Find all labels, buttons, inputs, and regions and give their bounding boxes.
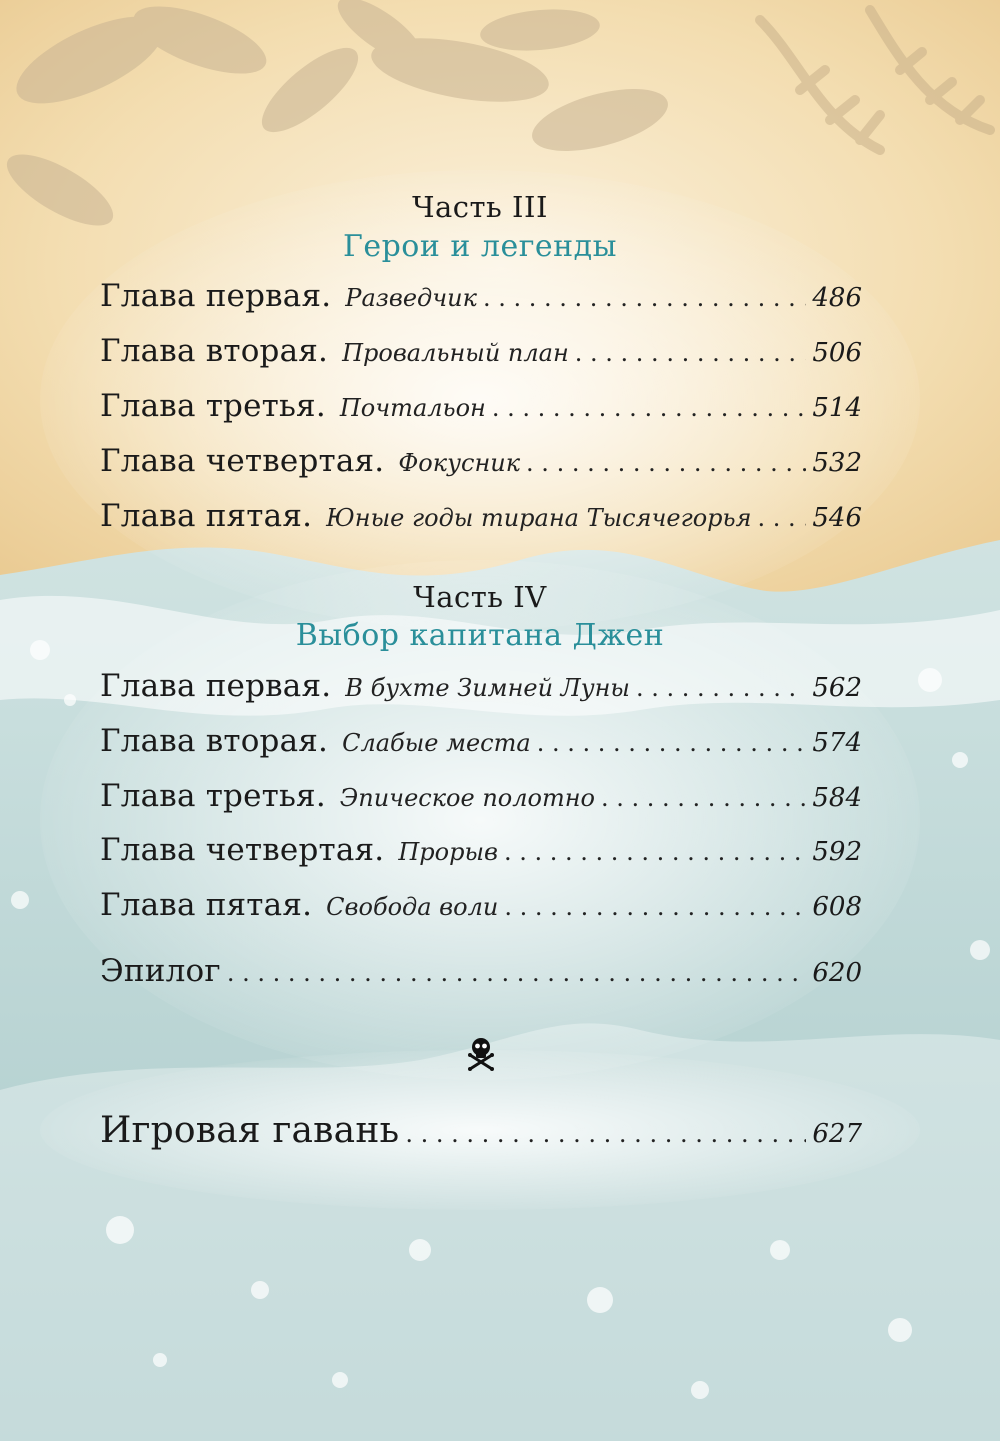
dot-leader (636, 674, 806, 702)
chapter-title: Эпическое полотно (339, 784, 595, 812)
toc-entry[interactable] (100, 668, 862, 712)
chapter-title: Слабые места (342, 729, 531, 757)
page-number: 514 (812, 393, 862, 423)
dot-leader (526, 449, 806, 477)
page-number: 608 (812, 892, 862, 922)
chapter-title: Юные годы тирана Тысячегорья (326, 504, 752, 532)
chapter-label: Глава пятая. (100, 887, 313, 923)
game-harbor-label: Игровая гавань (100, 1110, 400, 1151)
page-number: 584 (812, 783, 862, 813)
toc-entry-epilogue[interactable] (100, 953, 862, 997)
toc-entry[interactable] (100, 278, 862, 322)
chapter-label: Глава вторая. (100, 333, 329, 369)
dot-leader (537, 729, 807, 757)
toc-entry[interactable] (100, 443, 862, 487)
epilogue-label: Эпилог (100, 953, 221, 989)
page-number: 574 (812, 728, 862, 758)
toc-entry[interactable] (100, 832, 862, 876)
page-number: 627 (812, 1119, 862, 1149)
part-4-title: Выбор капитана Джен (295, 618, 665, 653)
chapter-title: Разведчик (345, 284, 477, 312)
page-number: 506 (812, 338, 862, 368)
chapter-title: Фокусник (398, 449, 521, 477)
chapter-title: Провальный план (342, 339, 569, 367)
chapter-title: Свобода воли (326, 893, 499, 921)
page-number: 486 (812, 283, 862, 313)
chapter-label: Глава вторая. (100, 723, 329, 759)
chapter-title: В бухте Зимней Луны (345, 674, 630, 702)
chapter-label: Глава первая. (100, 668, 332, 704)
chapter-title: Прорыв (398, 838, 498, 866)
part-4-label: Часть IV (413, 580, 547, 614)
toc-entry[interactable] (100, 388, 862, 432)
chapter-label: Глава третья. (100, 778, 326, 814)
dot-leader (483, 284, 806, 312)
dot-leader (575, 339, 807, 367)
chapter-label: Глава первая. (100, 278, 332, 314)
dot-leader (492, 394, 807, 422)
toc-entry[interactable] (100, 498, 862, 542)
dot-leader (504, 838, 806, 866)
page-number: 532 (812, 448, 862, 478)
page-number: 562 (812, 673, 862, 703)
chapter-label: Глава третья. (100, 388, 326, 424)
part-3-title: Герои и легенды (342, 229, 618, 264)
toc-entry-game-harbor[interactable] (100, 1110, 862, 1160)
toc-entry[interactable] (100, 723, 862, 767)
toc-entry[interactable] (100, 887, 862, 931)
dot-leader (405, 1120, 806, 1148)
dot-leader (227, 959, 807, 987)
chapter-label: Глава четвертая. (100, 832, 385, 868)
skull-and-crossbones-icon (466, 1035, 496, 1071)
dot-leader (504, 893, 806, 921)
dot-leader (758, 504, 807, 532)
dot-leader (601, 784, 806, 812)
toc-entry[interactable] (100, 333, 862, 377)
chapter-label: Глава пятая. (100, 498, 313, 534)
page-number: 546 (812, 503, 862, 533)
page-number: 592 (812, 837, 862, 867)
chapter-title: Почтальон (339, 394, 486, 422)
part-3-label: Часть III (412, 190, 548, 224)
chapter-label: Глава четвертая. (100, 443, 385, 479)
toc-entry[interactable] (100, 778, 862, 822)
page-number: 620 (812, 958, 862, 988)
